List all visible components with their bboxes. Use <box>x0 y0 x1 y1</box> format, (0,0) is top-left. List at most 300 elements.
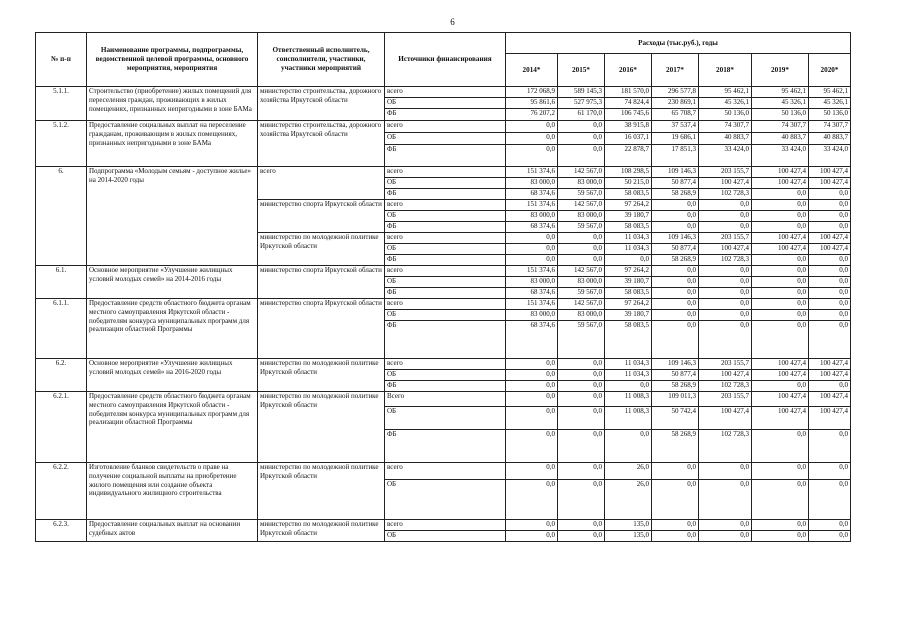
funding-source: всего <box>385 520 506 531</box>
header-executor: Ответственный исполнитель, соисполнители, участники, участники мероприятий <box>258 33 385 87</box>
expense-value: 100 427,4 <box>752 392 809 407</box>
header-year: 2018* <box>699 54 752 87</box>
expense-value: 0,0 <box>809 189 851 200</box>
expense-value: 95 861,6 <box>506 98 558 109</box>
funding-source: всего <box>385 233 506 244</box>
expense-value: 109 011,3 <box>652 392 699 407</box>
expense-value: 0,0 <box>809 381 851 392</box>
expense-value: 0,0 <box>752 310 809 321</box>
expense-value: 0,0 <box>652 266 699 277</box>
program-name: Предоставление средств областного бюджета органам местного самоуправления Иркутской области - победителям конкурса муниципальных программ для реализации областной Программы <box>87 392 258 463</box>
expense-value: 0,0 <box>699 211 752 222</box>
expense-value: 83 000,0 <box>506 277 558 288</box>
expense-value: 83 000,0 <box>558 178 605 189</box>
funding-source: ФБ <box>385 145 506 167</box>
expense-value: 0,0 <box>809 222 851 233</box>
expense-value: 100 427,4 <box>809 233 851 244</box>
header-program: Наименование программы, подпрограммы, ведомственной целевой программы, основного мероприятия, мероприятия <box>87 33 258 87</box>
expense-value: 230 869,1 <box>652 98 699 109</box>
expense-value: 0,0 <box>558 133 605 145</box>
program-name: Строительство (приобретение) жилых помещений для переселения граждан, проживающих в жилых помещениях, признанных непригодными в зоне БАМа <box>87 87 258 121</box>
expense-value: 97 264,2 <box>605 299 652 310</box>
expense-value: 203 155,7 <box>699 359 752 370</box>
funding-source: ОБ <box>385 277 506 288</box>
expense-value: 135,0 <box>605 520 652 531</box>
expense-value: 0,0 <box>809 430 851 463</box>
expense-value: 0,0 <box>652 277 699 288</box>
expense-value: 59 567,0 <box>558 222 605 233</box>
expense-value: 61 170,0 <box>558 109 605 121</box>
expense-value: 38 915,8 <box>605 121 652 133</box>
expense-value: 39 180,7 <box>605 310 652 321</box>
funding-source: ОБ <box>385 244 506 255</box>
expense-value: 109 146,3 <box>652 233 699 244</box>
row-number: 6.1. <box>36 266 87 299</box>
expense-value: 100 427,4 <box>809 359 851 370</box>
expense-value: 0,0 <box>752 430 809 463</box>
expense-value: 142 567,0 <box>558 200 605 211</box>
header-year: 2016* <box>605 54 652 87</box>
expense-value: 11 034,3 <box>605 244 652 255</box>
row-number: 5.1.2. <box>36 121 87 167</box>
expense-value: 0,0 <box>506 430 558 463</box>
expense-value: 58 268,9 <box>652 381 699 392</box>
expense-value: 142 567,0 <box>558 266 605 277</box>
header-expenses: Расходы (тыс.руб.), годы <box>506 33 851 54</box>
expense-value: 50 877,4 <box>652 370 699 381</box>
executor: министерство по молодежной политике Иркутской области <box>258 392 385 463</box>
expense-value: 151 374,6 <box>506 200 558 211</box>
expense-value: 0,0 <box>558 255 605 266</box>
expense-value: 95 462,1 <box>752 87 809 98</box>
expense-value: 0,0 <box>809 480 851 520</box>
expense-value: 100 427,4 <box>809 392 851 407</box>
expense-value: 109 146,3 <box>652 359 699 370</box>
expense-value: 0,0 <box>809 288 851 299</box>
expense-value: 100 427,4 <box>752 178 809 189</box>
expense-value: 68 374,6 <box>506 189 558 200</box>
funding-source: Всего <box>385 392 506 407</box>
row-number: 6. <box>36 167 87 266</box>
funding-source: всего <box>385 299 506 310</box>
expense-value: 100 427,4 <box>752 233 809 244</box>
expense-value: 83 000,0 <box>558 211 605 222</box>
expense-value: 58 083,5 <box>605 222 652 233</box>
expense-value: 0,0 <box>809 277 851 288</box>
expense-value: 0,0 <box>752 222 809 233</box>
expense-value: 142 567,0 <box>558 299 605 310</box>
expense-value: 0,0 <box>809 266 851 277</box>
expense-value: 0,0 <box>506 145 558 167</box>
expense-value: 58 083,5 <box>605 288 652 299</box>
expense-value: 102 728,3 <box>699 430 752 463</box>
expense-value: 102 728,3 <box>699 381 752 392</box>
expense-value: 0,0 <box>652 200 699 211</box>
expense-value: 296 577,8 <box>652 87 699 98</box>
expense-value: 142 567,0 <box>558 167 605 178</box>
expense-value: 97 264,2 <box>605 200 652 211</box>
expense-value: 151 374,6 <box>506 266 558 277</box>
expense-value: 181 570,0 <box>605 87 652 98</box>
expense-value: 0,0 <box>809 299 851 310</box>
expense-value: 102 728,3 <box>699 189 752 200</box>
expense-value: 100 427,4 <box>699 407 752 430</box>
program-name: Изготовление бланков свидетельств о праве на получение социальной выплаты на приобретение жилого помещения или создание объекта индивидуального жилищного строительства <box>87 463 258 520</box>
table-row <box>36 299 851 310</box>
expense-value: 59 567,0 <box>558 288 605 299</box>
expense-value: 83 000,0 <box>506 211 558 222</box>
funding-source: ОБ <box>385 98 506 109</box>
expense-value: 0,0 <box>809 310 851 321</box>
table-row <box>36 87 851 98</box>
executor: министерство спорта Иркутской области <box>258 299 385 359</box>
row-number: 6.2.2. <box>36 463 87 520</box>
expense-value: 100 427,4 <box>752 359 809 370</box>
expense-value: 151 374,6 <box>506 167 558 178</box>
expense-value: 16 037,1 <box>605 133 652 145</box>
expense-value: 0,0 <box>809 211 851 222</box>
header-year: 2020* <box>809 54 851 87</box>
expense-value: 0,0 <box>605 430 652 463</box>
expense-value: 11 034,3 <box>605 233 652 244</box>
expense-value: 0,0 <box>699 321 752 359</box>
expense-value: 0,0 <box>652 310 699 321</box>
expense-value: 0,0 <box>558 244 605 255</box>
table-row <box>36 463 851 480</box>
expense-value: 0,0 <box>752 381 809 392</box>
funding-source: всего <box>385 87 506 98</box>
header-year: 2017* <box>652 54 699 87</box>
expense-value: 0,0 <box>506 407 558 430</box>
expense-value: 0,0 <box>699 277 752 288</box>
expense-value: 68 374,6 <box>506 222 558 233</box>
expense-value: 135,0 <box>605 531 652 542</box>
expense-value: 0,0 <box>699 266 752 277</box>
expense-value: 0,0 <box>752 288 809 299</box>
expense-value: 37 537,4 <box>652 121 699 133</box>
expense-value: 0,0 <box>558 463 605 480</box>
expense-value: 68 374,6 <box>506 288 558 299</box>
program-name: Основное мероприятие «Улучшение жилищных условий молодых семей» на 2014-2016 годы <box>87 266 258 299</box>
expense-value: 0,0 <box>506 255 558 266</box>
expense-value: 83 000,0 <box>558 277 605 288</box>
expense-value: 100 427,4 <box>752 407 809 430</box>
expense-value: 11 034,3 <box>605 359 652 370</box>
expense-value: 0,0 <box>652 222 699 233</box>
expense-value: 26,0 <box>605 480 652 520</box>
funding-source: ФБ <box>385 189 506 200</box>
expense-value: 0,0 <box>558 407 605 430</box>
expense-value: 0,0 <box>652 531 699 542</box>
expense-value: 0,0 <box>752 520 809 531</box>
expense-value: 58 268,9 <box>652 189 699 200</box>
program-name: Подпрограмма «Молодым семьям - доступное жилье» на 2014-2020 годы <box>87 167 258 266</box>
expense-value: 83 000,0 <box>506 178 558 189</box>
expense-value: 100 427,4 <box>809 407 851 430</box>
expense-value: 11 008,3 <box>605 407 652 430</box>
expense-value: 0,0 <box>699 310 752 321</box>
row-number: 5.1.1. <box>36 87 87 121</box>
expense-value: 39 180,7 <box>605 211 652 222</box>
header-year: 2014* <box>506 54 558 87</box>
expense-value: 0,0 <box>752 200 809 211</box>
expense-value: 39 180,7 <box>605 277 652 288</box>
expense-value: 0,0 <box>652 288 699 299</box>
expense-value: 33 424,0 <box>809 145 851 167</box>
expense-value: 68 374,6 <box>506 321 558 359</box>
table-row <box>36 520 851 531</box>
program-name: Предоставление социальных выплат на основании судебных актов <box>87 520 258 542</box>
expense-value: 0,0 <box>558 359 605 370</box>
expense-value: 0,0 <box>809 255 851 266</box>
row-number: 6.2. <box>36 359 87 392</box>
funding-source: ФБ <box>385 430 506 463</box>
expense-value: 58 083,5 <box>605 189 652 200</box>
expense-value: 0,0 <box>506 520 558 531</box>
expense-value: 100 427,4 <box>809 167 851 178</box>
executor: министерство по молодежной политике Иркутской области <box>258 463 385 520</box>
funding-source: ОБ <box>385 133 506 145</box>
expense-value: 100 427,4 <box>809 370 851 381</box>
expense-value: 0,0 <box>652 463 699 480</box>
funding-source: ФБ <box>385 288 506 299</box>
expense-value: 0,0 <box>506 463 558 480</box>
expense-value: 17 851,3 <box>652 145 699 167</box>
expense-value: 0,0 <box>699 520 752 531</box>
expense-value: 203 155,7 <box>699 167 752 178</box>
expense-value: 0,0 <box>699 222 752 233</box>
funding-source: всего <box>385 266 506 277</box>
expense-value: 58 083,5 <box>605 321 652 359</box>
expense-value: 100 427,4 <box>752 167 809 178</box>
expense-value: 40 883,7 <box>809 133 851 145</box>
funding-source: ОБ <box>385 531 506 542</box>
expense-value: 0,0 <box>752 463 809 480</box>
expense-value: 0,0 <box>752 480 809 520</box>
expense-value: 0,0 <box>809 531 851 542</box>
header-source: Источники финансирования <box>385 33 506 87</box>
funding-source: всего <box>385 463 506 480</box>
expense-value: 0,0 <box>699 531 752 542</box>
funding-source: ФБ <box>385 222 506 233</box>
expense-value: 26,0 <box>605 463 652 480</box>
funding-source: ОБ <box>385 407 506 430</box>
expense-value: 0,0 <box>558 531 605 542</box>
expense-value: 0,0 <box>699 288 752 299</box>
expense-value: 0,0 <box>752 277 809 288</box>
expense-value: 0,0 <box>752 531 809 542</box>
expense-value: 0,0 <box>652 299 699 310</box>
expense-value: 0,0 <box>558 370 605 381</box>
expense-value: 58 268,9 <box>652 430 699 463</box>
executor: министерство по молодежной политике Иркутской области <box>258 520 385 542</box>
row-number: 6.2.1. <box>36 392 87 463</box>
expense-value: 100 427,4 <box>752 370 809 381</box>
expense-value: 50 136,0 <box>752 109 809 121</box>
expense-value: 151 374,6 <box>506 299 558 310</box>
expense-value: 0,0 <box>558 233 605 244</box>
expense-value: 0,0 <box>558 145 605 167</box>
expense-value: 0,0 <box>809 463 851 480</box>
expense-value: 0,0 <box>506 381 558 392</box>
table-row <box>36 266 851 277</box>
expense-value: 0,0 <box>558 121 605 133</box>
expense-value: 0,0 <box>506 133 558 145</box>
executor: министерство по молодежной политике Иркутской области <box>258 233 385 266</box>
expense-value: 50 877,4 <box>652 244 699 255</box>
expense-value: 50 877,4 <box>652 178 699 189</box>
row-number: 6.2.3. <box>36 520 87 542</box>
funding-source: всего <box>385 200 506 211</box>
expense-value: 0,0 <box>652 480 699 520</box>
expense-value: 74 824,4 <box>605 98 652 109</box>
funding-source: ФБ <box>385 381 506 392</box>
expense-value: 0,0 <box>506 392 558 407</box>
expense-value: 95 462,1 <box>699 87 752 98</box>
expense-value: 100 427,4 <box>809 178 851 189</box>
expense-value: 50 215,0 <box>605 178 652 189</box>
table-row <box>36 121 851 133</box>
expense-value: 108 298,5 <box>605 167 652 178</box>
executor: министерство спорта Иркутской области <box>258 200 385 233</box>
program-name: Предоставление средств областного бюджета органам местного самоуправления Иркутской области - победителям конкурса муниципальных программ для реализации областной Программы <box>87 299 258 359</box>
funding-source: ОБ <box>385 480 506 520</box>
expense-value: 203 155,7 <box>699 392 752 407</box>
expense-value: 0,0 <box>752 321 809 359</box>
expense-value: 0,0 <box>752 211 809 222</box>
expense-value: 109 146,3 <box>652 167 699 178</box>
executor: министерство строительства, дорожного хозяйства Иркутской области <box>258 87 385 121</box>
program-name: Предоставление социальных выплат на переселение гражданам, проживающим в жилых помещениях, признанных непригодными в зоне БАМа <box>87 121 258 167</box>
expense-value: 0,0 <box>752 189 809 200</box>
expense-value: 11 034,3 <box>605 370 652 381</box>
header-year: 2019* <box>752 54 809 87</box>
expense-value: 33 424,0 <box>699 145 752 167</box>
expense-value: 50 136,0 <box>809 109 851 121</box>
expense-value: 100 427,4 <box>752 244 809 255</box>
funding-source: ОБ <box>385 178 506 189</box>
expense-value: 0,0 <box>506 121 558 133</box>
expense-value: 100 427,4 <box>809 244 851 255</box>
expense-value: 0,0 <box>752 266 809 277</box>
expense-value: 0,0 <box>558 392 605 407</box>
funding-source: всего <box>385 359 506 370</box>
executor: министерство спорта Иркутской области <box>258 266 385 299</box>
expense-value: 97 264,2 <box>605 266 652 277</box>
expense-value: 95 462,1 <box>809 87 851 98</box>
expense-value: 0,0 <box>506 480 558 520</box>
expense-value: 100 427,4 <box>699 244 752 255</box>
funding-source: ФБ <box>385 255 506 266</box>
expense-value: 100 427,4 <box>699 178 752 189</box>
expense-value: 527 975,3 <box>558 98 605 109</box>
expense-value: 589 145,3 <box>558 87 605 98</box>
table-row <box>36 167 851 178</box>
expense-value: 0,0 <box>558 480 605 520</box>
expense-value: 100 427,4 <box>699 370 752 381</box>
table-row <box>36 392 851 407</box>
expense-value: 172 068,9 <box>506 87 558 98</box>
expense-value: 74 307,7 <box>752 121 809 133</box>
expense-value: 0,0 <box>558 520 605 531</box>
expense-value: 0,0 <box>558 430 605 463</box>
expense-value: 106 745,6 <box>605 109 652 121</box>
executor: министерство строительства, дорожного хозяйства Иркутской области <box>258 121 385 167</box>
expense-value: 203 155,7 <box>699 233 752 244</box>
expense-value: 0,0 <box>558 381 605 392</box>
expense-value: 22 878,7 <box>605 145 652 167</box>
funding-source: ФБ <box>385 109 506 121</box>
header-year: 2015* <box>558 54 605 87</box>
expense-value: 0,0 <box>699 480 752 520</box>
expense-value: 59 567,0 <box>558 189 605 200</box>
expense-value: 0,0 <box>506 531 558 542</box>
expense-value: 0,0 <box>652 321 699 359</box>
table-row <box>36 359 851 370</box>
expense-value: 50 742,4 <box>652 407 699 430</box>
expense-value: 0,0 <box>699 299 752 310</box>
funding-source: всего <box>385 121 506 133</box>
expense-value: 19 686,1 <box>652 133 699 145</box>
funding-source: ФБ <box>385 321 506 359</box>
expense-value: 0,0 <box>699 463 752 480</box>
program-name: Основное мероприятие «Улучшение жилищных условий молодых семей» на 2016-2020 годы <box>87 359 258 392</box>
financing-table <box>35 32 851 542</box>
expense-value: 0,0 <box>752 299 809 310</box>
row-number: 6.1.1. <box>36 299 87 359</box>
expense-value: 0,0 <box>652 211 699 222</box>
expense-value: 11 008,3 <box>605 392 652 407</box>
expense-value: 83 000,0 <box>558 310 605 321</box>
expense-value: 74 307,7 <box>699 121 752 133</box>
expense-value: 0,0 <box>506 370 558 381</box>
expense-value: 83 000,0 <box>506 310 558 321</box>
expense-value: 0,0 <box>699 200 752 211</box>
expense-value: 0,0 <box>752 255 809 266</box>
expense-value: 0,0 <box>506 233 558 244</box>
page-number: 6 <box>450 17 455 27</box>
expense-value: 0,0 <box>506 244 558 255</box>
expense-value: 102 728,3 <box>699 255 752 266</box>
expense-value: 76 207,2 <box>506 109 558 121</box>
expense-value: 0,0 <box>605 381 652 392</box>
expense-value: 65 708,7 <box>652 109 699 121</box>
expense-value: 45 326,1 <box>699 98 752 109</box>
expense-value: 0,0 <box>809 200 851 211</box>
expense-value: 50 136,0 <box>699 109 752 121</box>
expense-value: 0,0 <box>809 321 851 359</box>
header-num: № п-п <box>36 33 87 87</box>
expense-value: 74 307,7 <box>809 121 851 133</box>
expense-value: 0,0 <box>605 255 652 266</box>
expense-value: 45 326,1 <box>752 98 809 109</box>
expense-value: 0,0 <box>809 520 851 531</box>
expense-value: 33 424,0 <box>752 145 809 167</box>
expense-value: 45 326,1 <box>809 98 851 109</box>
funding-source: всего <box>385 167 506 178</box>
expense-value: 0,0 <box>652 520 699 531</box>
expense-value: 58 268,9 <box>652 255 699 266</box>
funding-source: ОБ <box>385 310 506 321</box>
expense-value: 0,0 <box>506 359 558 370</box>
expense-value: 40 883,7 <box>752 133 809 145</box>
executor: министерство по молодежной политике Иркутской области <box>258 359 385 392</box>
expense-value: 59 567,0 <box>558 321 605 359</box>
executor: всего <box>258 167 385 200</box>
funding-source: ОБ <box>385 211 506 222</box>
expense-value: 40 883,7 <box>699 133 752 145</box>
funding-source: ОБ <box>385 370 506 381</box>
